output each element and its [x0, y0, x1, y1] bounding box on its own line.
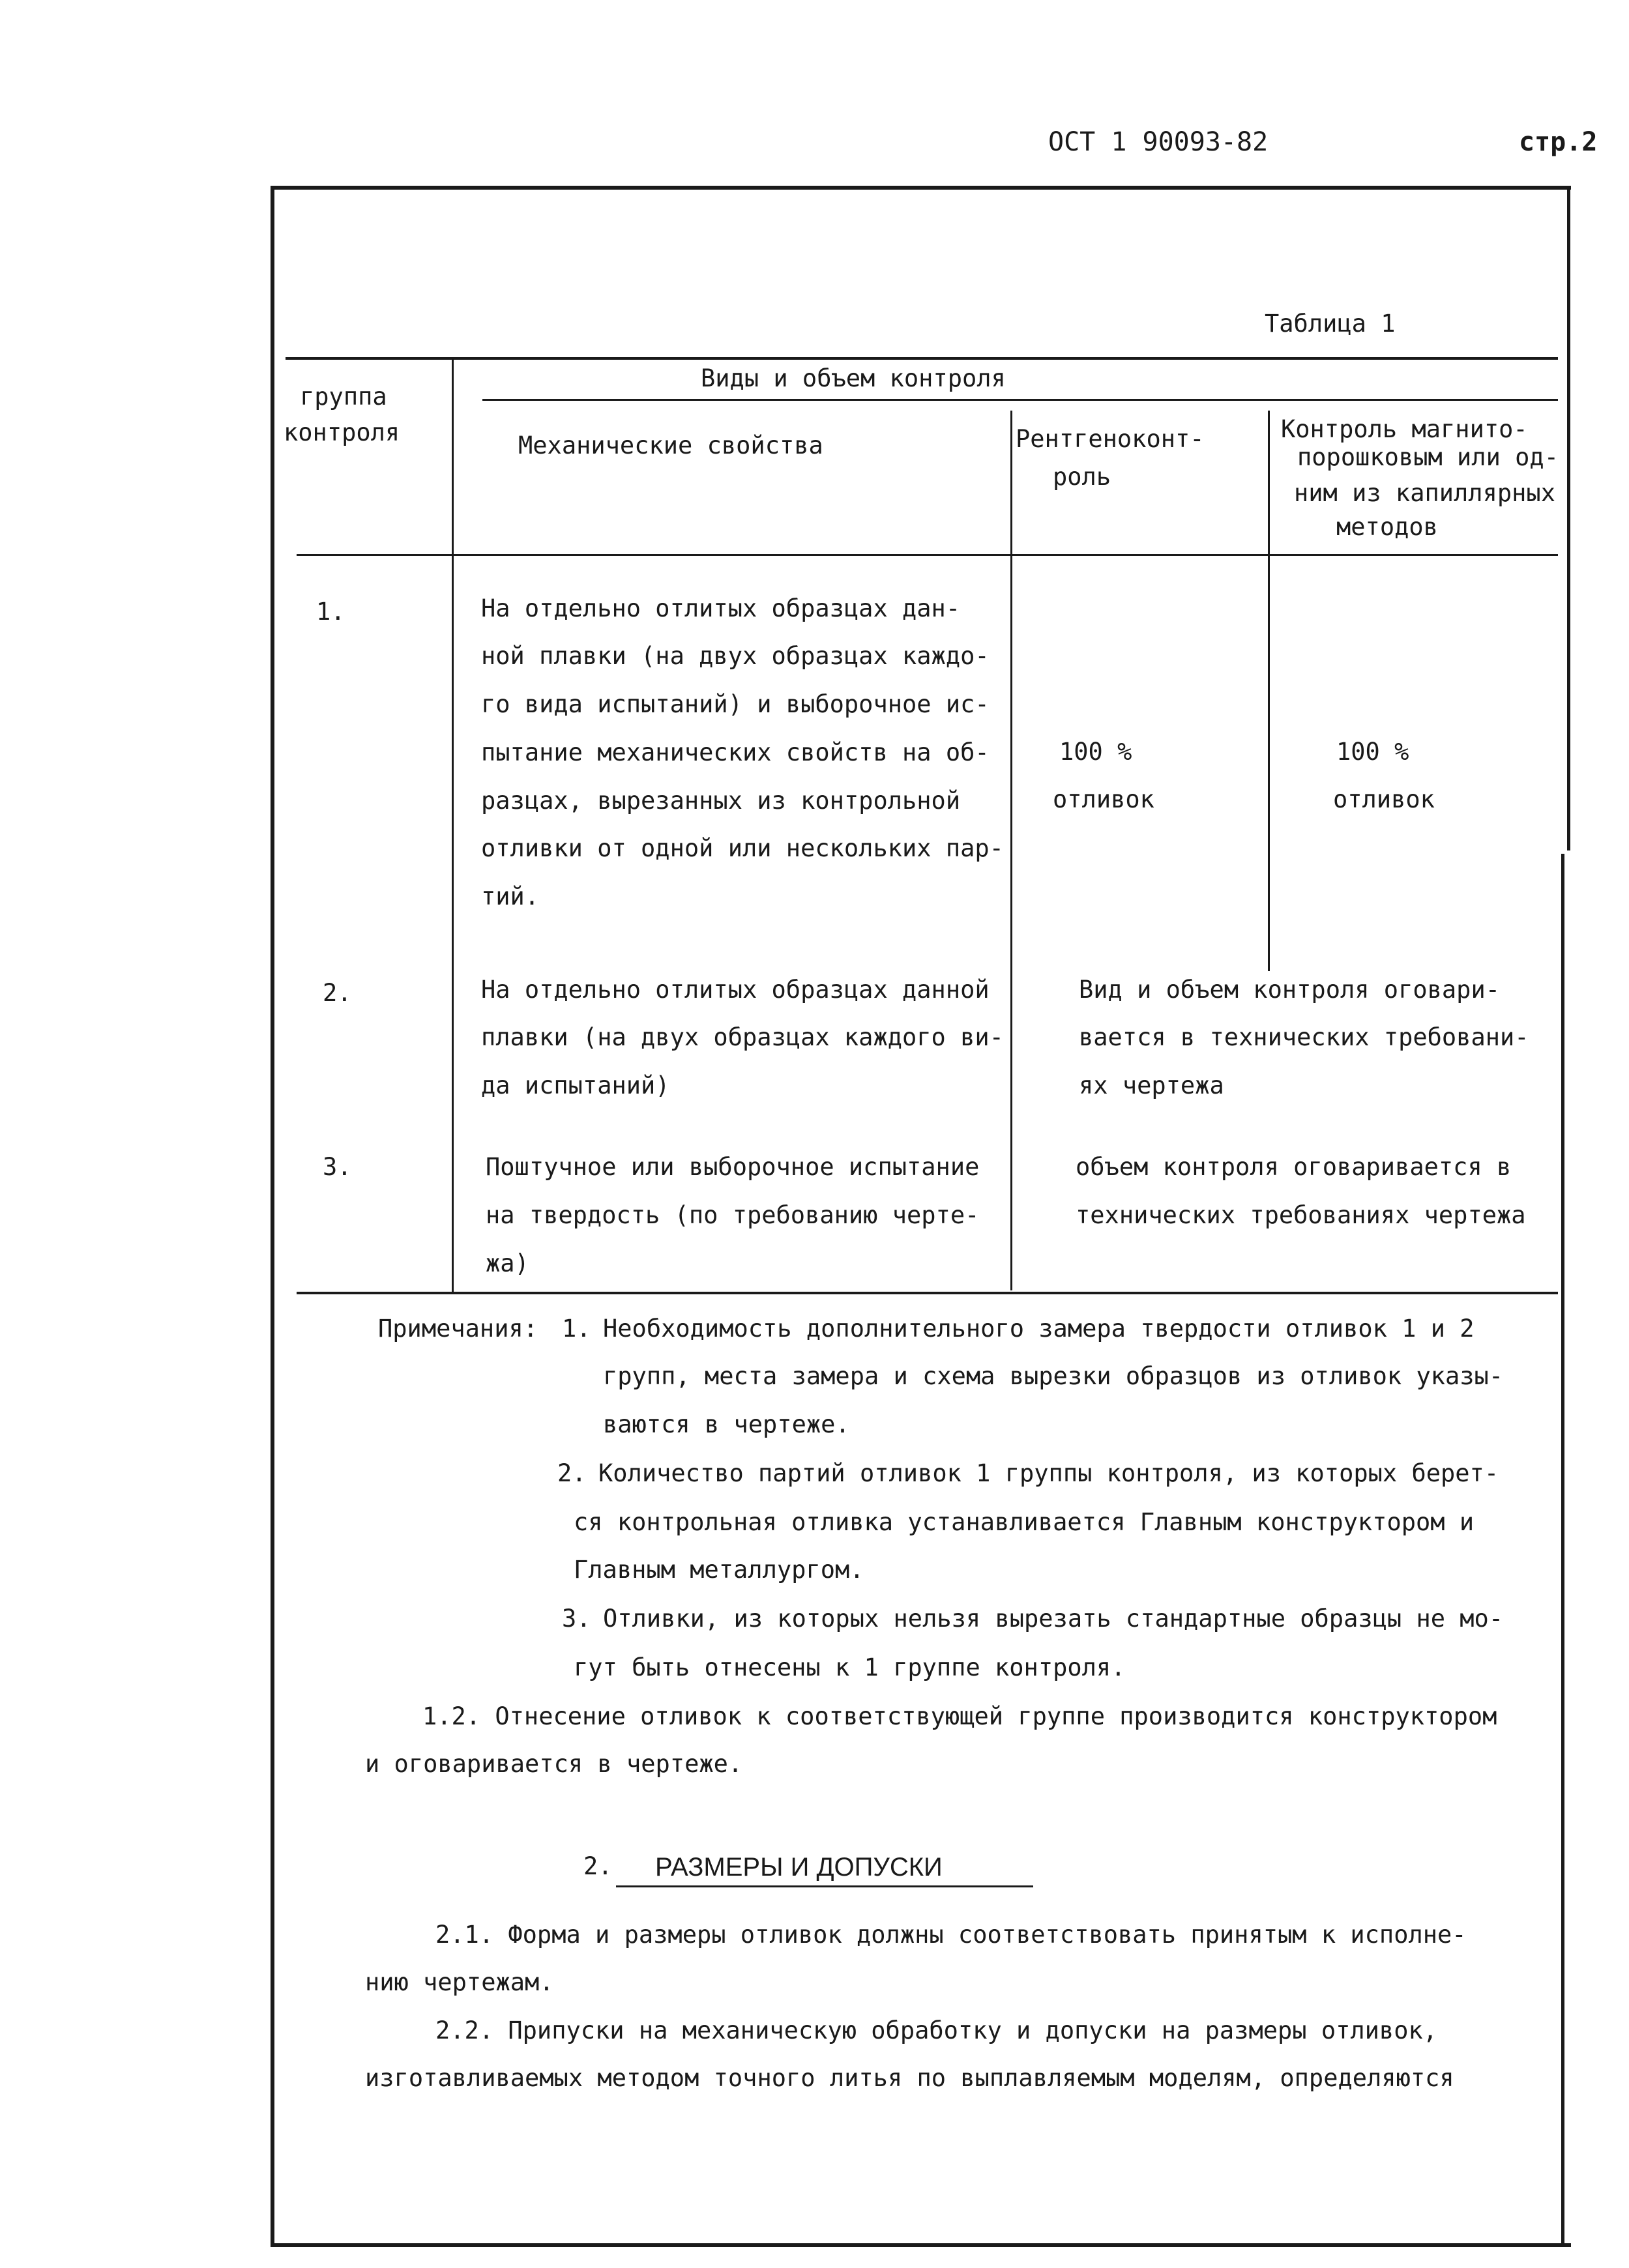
row-mech-text: Поштучное или выборочное испытание [486, 1153, 980, 1181]
row-mech-text: На отдельно отлитых образцах дан- [481, 594, 961, 622]
col-header-kinds: Виды и объем контроля [701, 364, 1006, 392]
xray-unit: отливок [1053, 785, 1154, 813]
row-mech-text: да испытаний) [481, 1071, 670, 1099]
note-text: Главным металлургом. [574, 1556, 864, 1584]
col-header-group-line2: контроля [284, 418, 400, 446]
row-mech-text: го вида испытаний) и выборочное ис- [481, 690, 990, 718]
col-header-xray-line2: роль [1053, 463, 1111, 491]
note-text: ваются в чертеже. [603, 1410, 850, 1438]
note-text: ся контрольная отливка устанавливается Главным конструктором и [574, 1508, 1475, 1536]
col-header-magn-line2: порошковым или од- [1297, 443, 1559, 471]
row-mech-text: на твердость (по требованию черте- [486, 1201, 980, 1229]
row-mech-text: отливки от одной или нескольких пар- [481, 834, 1004, 862]
row-note-text: объем контроля оговаривается в [1076, 1153, 1512, 1181]
row-mech-text: жа) [486, 1249, 529, 1277]
document-code: ОСТ 1 90093-82 [1048, 127, 1269, 157]
paragraph-text: и оговаривается в чертеже. [365, 1750, 743, 1778]
row-mech-text: На отдельно отлитых образцах данной [481, 976, 990, 1004]
paragraph-text: изготавливаемых методом точного литья по выплавляемым моделям, определяются [365, 2064, 1454, 2092]
note-number: 1. [562, 1315, 591, 1343]
row-mech-text: тий. [481, 882, 540, 910]
note-text: Отливки, из которых нельзя вырезать стандартные образцы не мо- [603, 1605, 1504, 1633]
notes-label: Примечания: [378, 1315, 538, 1343]
paragraph-text: 2.2. Припуски на механическую обработку и допуски на размеры отливок, [435, 2016, 1438, 2044]
col-header-magn-line4: методов [1336, 513, 1438, 541]
col-header-magn-line3: ним из капиллярных [1294, 479, 1555, 507]
row-number: 1. [316, 598, 345, 626]
section-title: РАЗМЕРЫ И ДОПУСКИ [655, 1853, 943, 1882]
row-number: 2. [323, 979, 352, 1007]
paragraph-text: нию чертежам. [365, 1968, 554, 1996]
row-note-text: ях чертежа [1079, 1071, 1224, 1099]
col-header-xray-line1: Рентгеноконт- [1016, 425, 1205, 453]
note-text: Необходимость дополнительного замера твердости отливок 1 и 2 [603, 1315, 1475, 1343]
paragraph-text: 2.1. Форма и размеры отливок должны соответствовать принятым к исполне- [435, 1921, 1467, 1949]
section-number: 2. [583, 1852, 613, 1880]
section-title-underline [616, 1885, 1033, 1887]
note-text: групп, места замера и схема вырезки образцов из отливок указы- [603, 1362, 1504, 1390]
row-note-text: Вид и объем контроля оговари- [1079, 976, 1501, 1004]
row-note-text: вается в технических требовани- [1079, 1023, 1529, 1051]
table-caption: Таблица 1 [1265, 310, 1396, 338]
col-header-magn-line1: Контроль магнито- [1281, 415, 1528, 443]
col-header-mech: Механические свойства [518, 431, 823, 459]
magn-unit: отливок [1333, 785, 1435, 813]
note-number: 3. [562, 1605, 591, 1633]
row-mech-text: плавки (на двух образцах каждого ви- [481, 1023, 1004, 1051]
page-number: стр.2 [1519, 127, 1598, 157]
row-mech-text: разцах, вырезанных из контрольной [481, 787, 961, 815]
magn-value: 100 % [1336, 738, 1409, 766]
note-text: Количество партий отливок 1 группы контроля, из которых берет- [598, 1459, 1499, 1487]
row-note-text: технических требованиях чертежа [1076, 1201, 1526, 1229]
col-header-group-line1: группа [300, 383, 387, 411]
note-number: 2. [557, 1459, 587, 1487]
row-mech-text: пытание механических свойств на об- [481, 738, 990, 766]
paragraph-text: 1.2. Отнесение отливок к соответствующей группе производится конструктором [422, 1702, 1497, 1730]
xray-value: 100 % [1059, 738, 1132, 766]
row-mech-text: ной плавки (на двух образцах каждо- [481, 642, 990, 670]
row-number: 3. [323, 1153, 352, 1181]
note-text: гут быть отнесены к 1 группе контроля. [574, 1653, 1126, 1681]
